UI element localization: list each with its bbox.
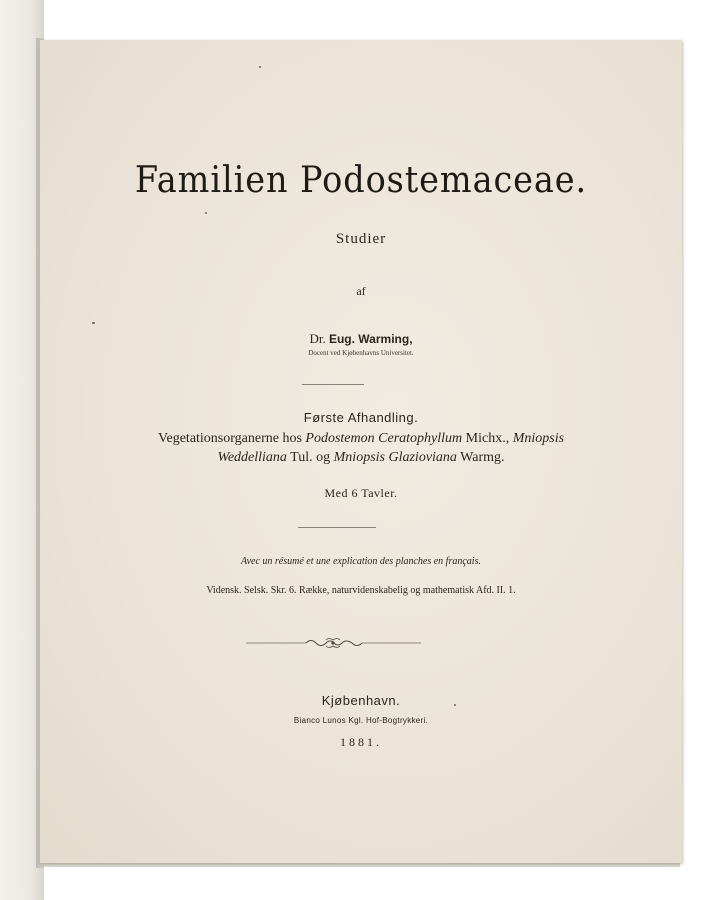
ornament-rule — [246, 636, 421, 650]
paper-speck — [92, 322, 95, 324]
paper-speck — [259, 66, 261, 68]
publication-year: 1881. — [340, 735, 382, 749]
species-name: Podostemon Ceratophyllum — [305, 431, 463, 446]
author-name: Eug. Warming, — [328, 332, 413, 346]
printer: Bianco Lunos Kgl. Hof-Bogtrykkeri. — [293, 716, 429, 725]
author-position: Docent ved Kjøbenhavns Universitet. — [308, 349, 414, 357]
book-title: Familien Podostemaceae. — [134, 160, 588, 201]
description-line-2 — [40, 450, 682, 466]
title-page — [40, 40, 682, 863]
paper-speck — [454, 704, 456, 706]
description-text: Warmg. — [456, 450, 505, 465]
species-epithet: Weddelliana — [217, 450, 287, 465]
plates-note: Med 6 Tavler. — [324, 486, 398, 500]
title-page-content — [40, 40, 682, 863]
description-text: Vegetationsorganerne hos — [157, 431, 306, 446]
series-note: Vidensk. Selsk. Skr. 6. Række, naturvidenskabelig og mathematisk Afd. II. 1. — [206, 585, 516, 596]
french-resume-note: Avec un résumé et une explication des planches en français. — [241, 556, 481, 567]
book-subtitle: Studier — [335, 231, 387, 247]
description-line-1 — [40, 431, 682, 447]
page-stack-edge — [44, 863, 680, 867]
by-line: af — [356, 284, 366, 298]
paper-speck — [205, 212, 207, 214]
description-text: Tul. og — [286, 450, 334, 465]
author-prefix: Dr. — [309, 331, 326, 346]
genus-name: Mniopsis — [512, 431, 565, 446]
part-heading: Første Afhandling. — [303, 410, 419, 425]
divider-rule — [298, 527, 376, 528]
publication-city: Kjøbenhavn. — [321, 693, 401, 708]
species-name: Mniopsis Glazioviana — [333, 450, 457, 465]
author — [40, 331, 682, 347]
divider-rule — [302, 384, 364, 385]
description-text: Michx., — [462, 431, 513, 446]
